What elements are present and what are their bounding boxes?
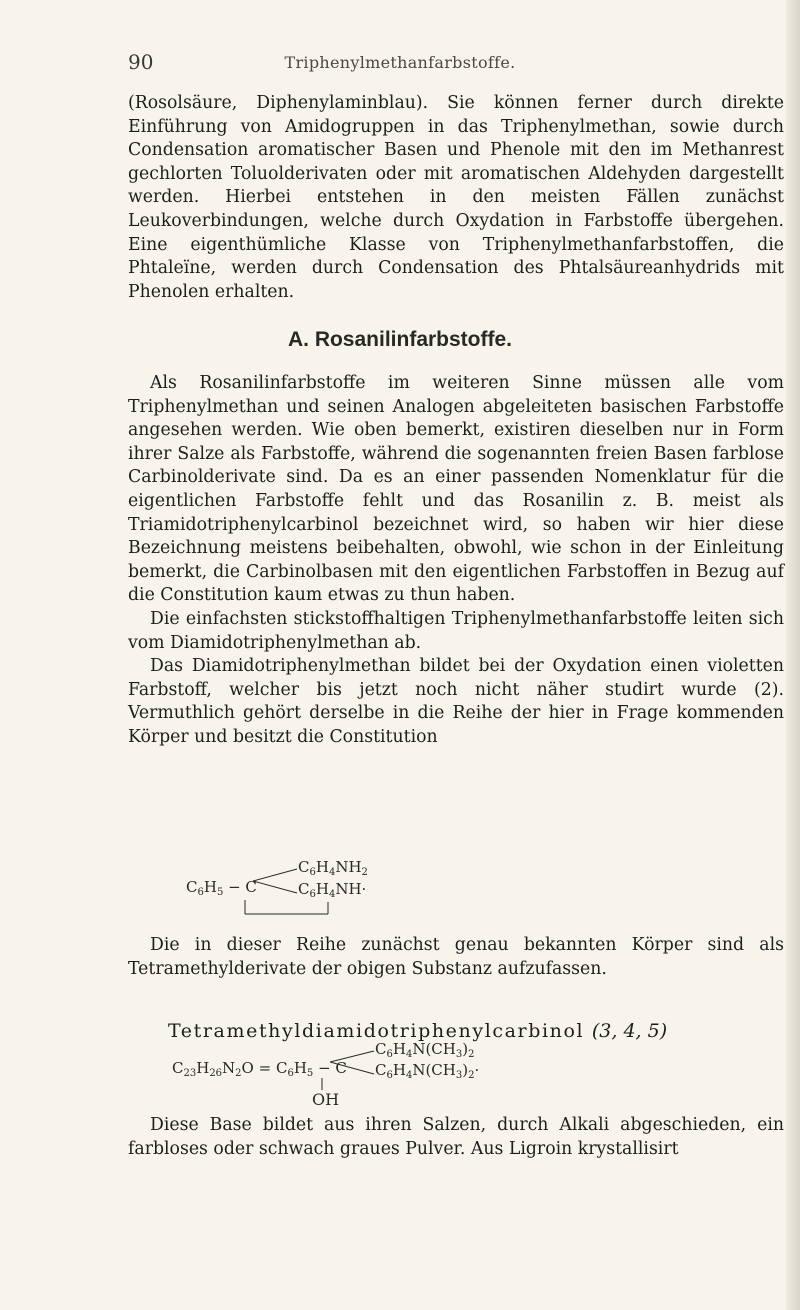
compound-title-line bbox=[168, 1020, 667, 1042]
paragraph-text: Die in dieser Reihe zunächst genau bekannten Körper sind als Tetramethylderivate der obigen Substanz aufzufassen. bbox=[128, 935, 784, 979]
page-number: 90 bbox=[128, 50, 154, 74]
compound-title: Tetramethyldiamidotriphenylcarbinol bbox=[168, 1020, 585, 1042]
formula2-top-group: $C_6H_4N(CH_3)_2$ bbox=[375, 1040, 475, 1060]
paragraph-text: Diese Base bildet aus ihren Salzen, durch Alkali abgeschieden, ein farbloses oder schwach graues Pulver. Aus Ligroin krystallisirt bbox=[128, 1115, 784, 1159]
paragraph-block-2 bbox=[128, 934, 784, 981]
formula-bottom-group: $C_6H_4NH\cdot$ bbox=[298, 880, 367, 900]
compound-references: (3, 4, 5) bbox=[591, 1020, 668, 1042]
paragraph-block-3 bbox=[128, 1114, 784, 1161]
page-edge-shadow bbox=[786, 0, 800, 1310]
paragraph-block bbox=[128, 372, 784, 750]
section-heading: A. Rosanilinfarbstoffe. bbox=[287, 328, 513, 351]
paragraph-text: Als Rosanilinfarbstoffe im weiteren Sinne müssen alle vom Triphenylmethan und seinen Analogen abgeleiteten basischen Farbstoffe angesehen werden. Wie oben bemerkt, existiren dieselben nur in Form ihrer Salze als Farbstoffe, während die sogenannten freien Basen farblose Carbinolderivate sind. Da es an einer passenden Nomenklatur für die eigentlichen Farbstoffe fehlt und das Rosanilin z. B. meist als Triamidotriphenylcarbinol bezeichnet wird, so haben wir hier diese Bezeichnung meistens beibehalten, obwohl, wie schon in der Einleitung bemerkt, die Carbinolbasen mit den eigentlichen Farbstoffen in Bezug auf die Constitution kaum etwas zu thun haben. bbox=[128, 373, 784, 606]
paragraph-text: Die einfachsten stickstoffhaltigen Triphenylmethanfarbstoffe leiten sich vom Diamidotriphenylmethan ab. bbox=[128, 608, 784, 653]
running-title: Triphenylmethanfarbstoffe. bbox=[284, 53, 516, 72]
formula2-bottom-group: $C_6H_4N(CH_3)_2\cdot$ bbox=[375, 1061, 480, 1081]
formula2-left: $C_{23}H_{26}N_2O = C_6H_5 - C$ bbox=[172, 1059, 347, 1079]
page-header bbox=[0, 50, 800, 80]
paragraph-text: Das Diamidotriphenylmethan bildet bei der Oxydation einen violetten Farbstoff, welcher bis jetzt noch nicht näher studirt wurde (2). Vermuthlich gehört derselbe in die Reihe der hier in Frage kommenden Körper und besitzt die Constitution bbox=[128, 656, 784, 747]
formula-top-group: $C_6H_4NH_2$ bbox=[298, 858, 368, 878]
formula-bracket bbox=[240, 898, 340, 918]
formula2-oh: OH bbox=[312, 1090, 340, 1109]
paragraph-text: (Rosolsäure, Diphenylaminblau). Sie können ferner durch direkte Einführung von Amidogruppen in das Triphenylmethan, sowie durch Condensation aromatischer Basen und Phenole mit den im Methanrest gechlorten Toluolderivaten oder mit aromatischen Aldehyden dargestellt werden. Hierbei entstehen in den meisten Fällen zunächst Leukoverbindungen, welche durch Oxydation in Farbstoffe übergehen. Eine eigenthümliche Klasse von Triphenylmethanfarbstoffen, die Phtaleïne, werden durch Condensation des Phtalsäureanhydrids mit Phenolen erhalten. bbox=[128, 93, 784, 302]
formula-left: $C_6H_5 - C$ bbox=[186, 878, 257, 898]
paragraph-intro bbox=[128, 92, 784, 304]
